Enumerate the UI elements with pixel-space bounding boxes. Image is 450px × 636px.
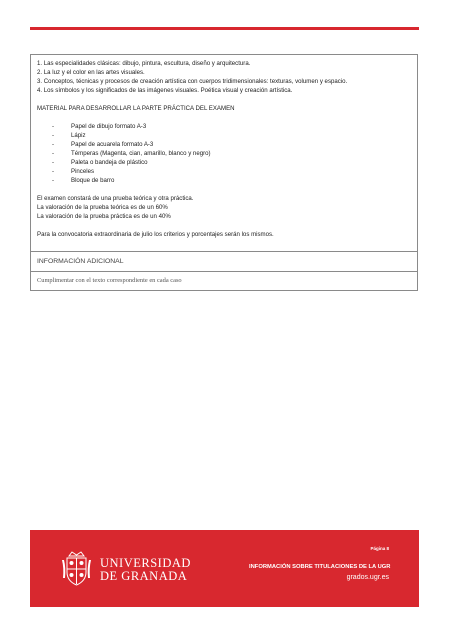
topic-line-3: 3. Conceptos, técnicas y procesos de creación artística con cuerpos tridimensionales: texturas, volumen y espacio. xyxy=(37,78,348,85)
topic-line-1: 1. Las especialidades clásicas: dibujo, pintura, escultura, diseño y arquitectura. xyxy=(37,60,251,67)
extraordinary-note: Para la convocatoria extraordinaria de julio los criterios y porcentajes serán los mismos. xyxy=(37,231,274,238)
footer-banner xyxy=(30,530,419,607)
university-crest-icon xyxy=(60,548,93,588)
footer-title: INFORMACIÓN SOBRE TITULACIONES DE LA UGR xyxy=(249,564,391,570)
topic-line-4: 4. Los símbolos y los significados de las imágenes visuales. Poética visual y creación artística. xyxy=(37,87,293,94)
list-item: - Papel de dibujo formato A-3 xyxy=(37,122,411,131)
info-body: Cumplimentar con el texto correspondiente en cada caso xyxy=(30,272,418,291)
list-item: - Papel de acuarela formato A-3 xyxy=(37,140,411,149)
materials-title: MATERIAL PARA DESARROLLAR LA PARTE PRÁCTICA DEL EXAMEN xyxy=(37,105,235,112)
university-name xyxy=(100,557,191,583)
exam-line-3: La valoración de la prueba práctica es de un 40% xyxy=(37,213,171,220)
top-red-rule xyxy=(30,27,419,30)
exam-line-1: El examen constará de una prueba teórica y otra práctica. xyxy=(37,195,194,202)
content-section xyxy=(30,54,418,252)
topic-line-2: 2. La luz y el color en las artes visuales. xyxy=(37,69,145,76)
exam-line-2: La valoración de la prueba teórica es de un 60% xyxy=(37,204,168,211)
list-item: - Pinceles xyxy=(37,167,411,176)
list-item: - Bloque de barro xyxy=(37,176,411,185)
info-header: INFORMACIÓN ADICIONAL xyxy=(30,252,418,272)
footer-url-link[interactable]: grados.ugr.es xyxy=(346,574,389,581)
university-name-line-2: DE GRANADA xyxy=(100,569,188,583)
page-number: Página 8 xyxy=(370,546,389,551)
list-item: - Lápiz xyxy=(37,131,411,140)
materials-list xyxy=(37,122,411,185)
university-name-line-1: UNIVERSIDAD xyxy=(100,556,191,570)
list-item: - Paleta o bandeja de plástico xyxy=(37,158,411,167)
list-item: - Témperas (Magenta, cian, amarillo, blanco y negro) xyxy=(37,149,411,158)
